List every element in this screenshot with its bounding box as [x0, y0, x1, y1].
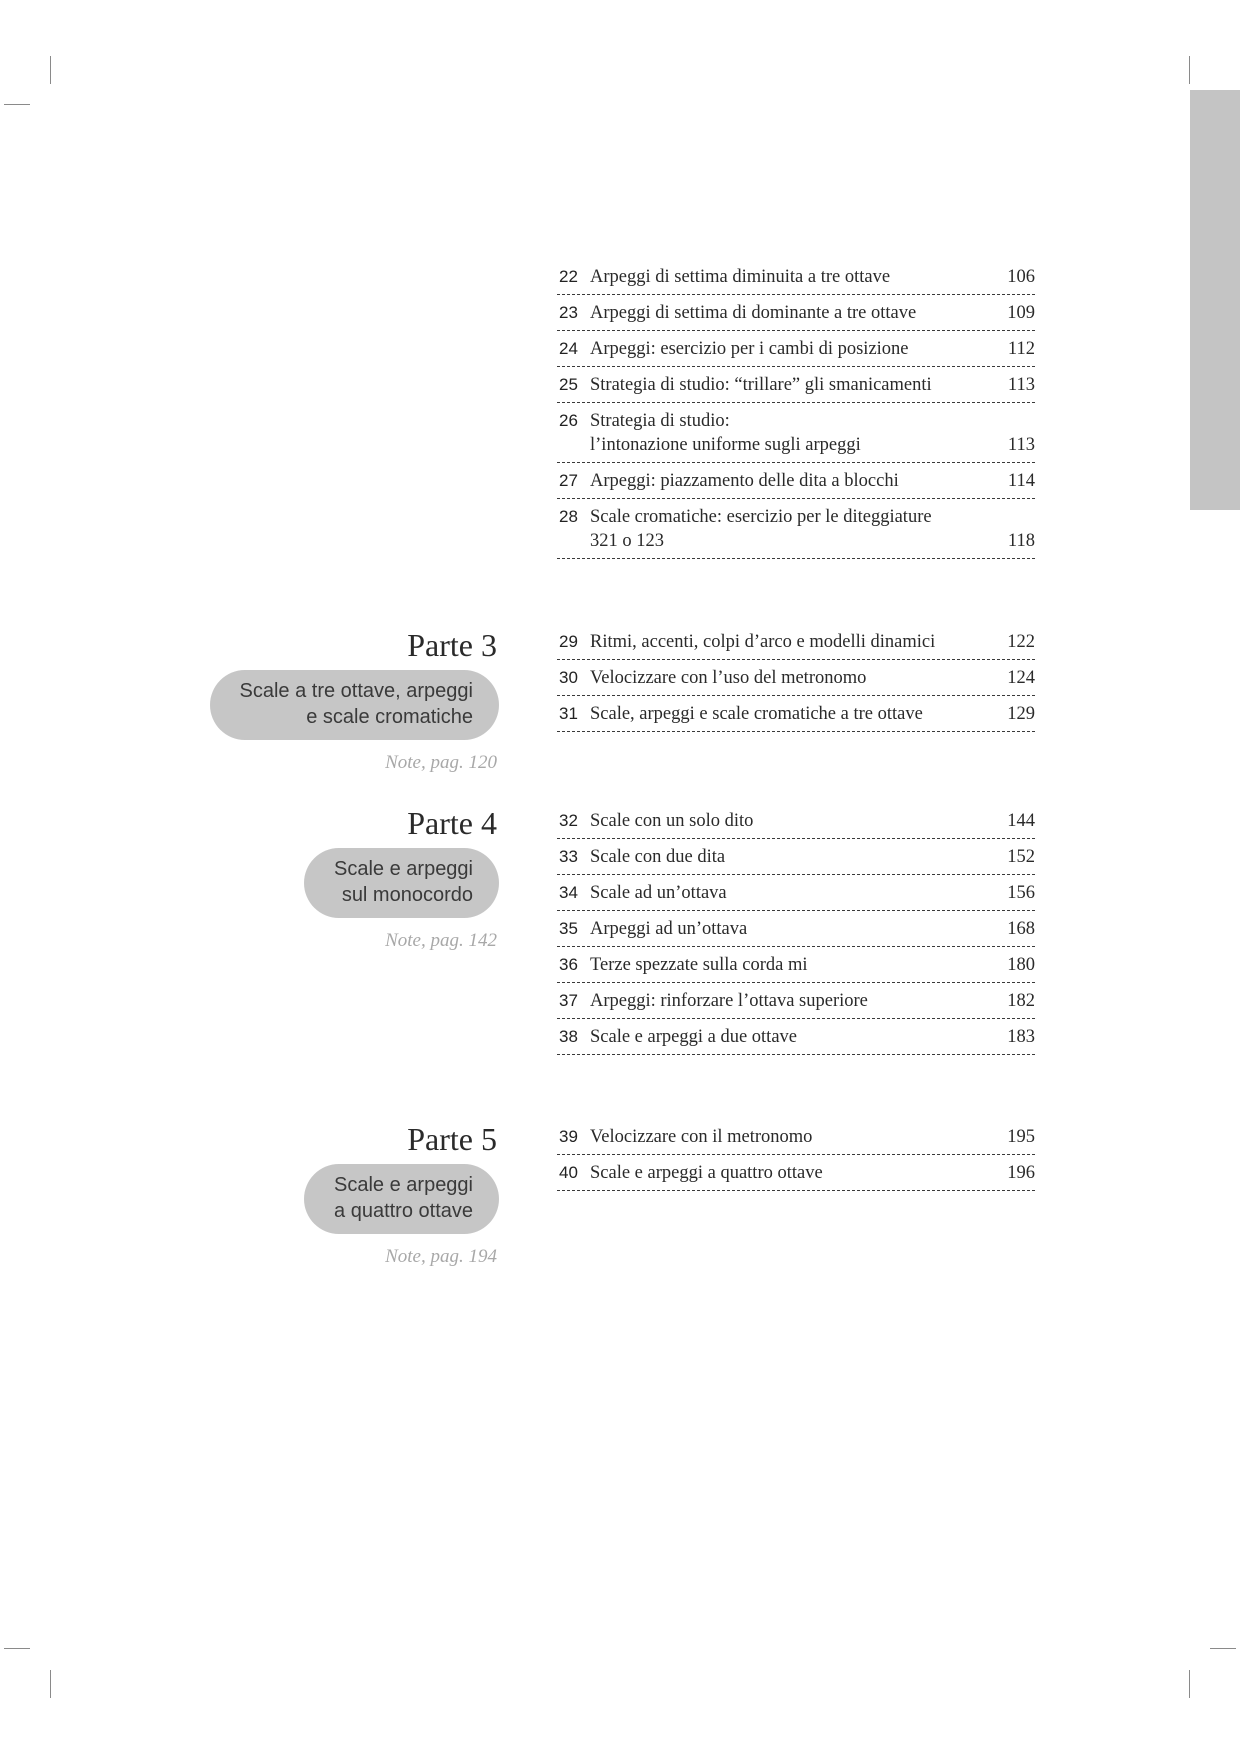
entry-title: Arpeggi: piazzamento delle dita a blocchi [590, 471, 899, 491]
entry-page: 152 [1007, 847, 1035, 867]
toc-list-part-3 [557, 624, 1035, 732]
crop-mark [50, 1670, 51, 1698]
part-title: Parte 3 [407, 627, 497, 663]
part-header-5 [304, 1120, 499, 1268]
crop-mark [1189, 56, 1190, 84]
entry-title-line: Scale cromatiche: esercizio per le diteggiature [590, 507, 932, 527]
side-thumb-tab [1190, 90, 1240, 510]
entry-page: 182 [1007, 991, 1035, 1011]
entry-number: 35 [559, 919, 578, 938]
part-header-3 [210, 626, 499, 774]
toc-entry[interactable] [557, 875, 1035, 911]
entry-number: 22 [559, 267, 578, 286]
crop-mark [1210, 1648, 1236, 1649]
entry-number: 40 [559, 1163, 578, 1182]
toc-entry[interactable] [557, 1019, 1035, 1055]
part-subtitle-pill [210, 670, 499, 740]
entry-page: 113 [1007, 375, 1035, 395]
toc-entry[interactable] [557, 911, 1035, 947]
toc-entry[interactable] [557, 1119, 1035, 1155]
entry-page: 124 [1007, 668, 1035, 688]
entry-title: Ritmi, accenti, colpi d’arco e modelli dinamici [590, 632, 936, 652]
part-subtitle-line: Scale e arpeggi [334, 1174, 473, 1196]
toc-entry[interactable] [557, 660, 1035, 696]
toc-list-part-5 [557, 1119, 1035, 1191]
entry-number: 27 [559, 471, 578, 490]
entry-title: Scale con due dita [590, 847, 726, 867]
entry-number: 25 [559, 375, 578, 394]
toc-list-top [557, 259, 1035, 559]
entry-page: 109 [1007, 303, 1035, 323]
toc-entry[interactable] [557, 624, 1035, 660]
entry-title: Velocizzare con il metronomo [590, 1127, 813, 1147]
entry-title: Scale con un solo dito [590, 811, 754, 831]
entry-page: 112 [1007, 339, 1035, 359]
part-subtitle-line: a quattro ottave [334, 1200, 473, 1222]
entry-page: 183 [1007, 1027, 1035, 1047]
entry-title-line: l’intonazione uniforme sugli arpeggi [590, 435, 861, 455]
entry-number: 26 [559, 411, 578, 430]
entry-title-line: 321 o 123 [590, 531, 664, 551]
entry-page: 195 [1007, 1127, 1035, 1147]
toc-entry[interactable] [557, 499, 1035, 559]
entry-page: 118 [1007, 531, 1035, 551]
toc-entry[interactable] [557, 696, 1035, 732]
toc-entry[interactable] [557, 947, 1035, 983]
entry-title: Terze spezzate sulla corda mi [590, 955, 808, 975]
entry-title-line: Strategia di studio: [590, 411, 730, 431]
toc-entry[interactable] [557, 463, 1035, 499]
part-subtitle-line: Scale e arpeggi [334, 858, 473, 880]
toc-entry[interactable] [557, 803, 1035, 839]
entry-page: 129 [1007, 704, 1035, 724]
toc-entry[interactable] [557, 259, 1035, 295]
entry-title: Arpeggi di settima diminuita a tre ottave [590, 267, 891, 287]
entry-page: 114 [1007, 471, 1035, 491]
entry-title: Scale, arpeggi e scale cromatiche a tre ottave [590, 704, 923, 724]
toc-entry[interactable] [557, 295, 1035, 331]
toc-entry[interactable] [557, 983, 1035, 1019]
toc-list-part-4 [557, 803, 1035, 1055]
entry-number: 33 [559, 847, 578, 866]
part-title: Parte 5 [407, 1121, 497, 1157]
crop-mark [4, 104, 30, 105]
entry-title: Arpeggi di settima di dominante a tre ottave [590, 303, 917, 323]
entry-number: 34 [559, 883, 578, 902]
entry-page: 180 [1007, 955, 1035, 975]
entry-title: Strategia di studio: “trillare” gli smanicamenti [590, 375, 932, 395]
entry-page: 196 [1007, 1163, 1035, 1183]
entry-page: 168 [1007, 919, 1035, 939]
entry-page: 144 [1007, 811, 1035, 831]
entry-number: 29 [559, 632, 578, 651]
entry-title: Arpeggi: esercizio per i cambi di posizione [590, 339, 909, 359]
entry-page: 106 [1007, 267, 1035, 287]
entry-page: 156 [1007, 883, 1035, 903]
entry-title: Arpeggi ad un’ottava [590, 919, 748, 939]
part-subtitle-line: e scale cromatiche [306, 706, 473, 728]
entry-title: Scale e arpeggi a quattro ottave [590, 1163, 823, 1183]
crop-mark [1189, 1670, 1190, 1698]
toc-entry[interactable] [557, 331, 1035, 367]
part-subtitle-pill [304, 1164, 499, 1234]
entry-number: 30 [559, 668, 578, 687]
part-subtitle-line: sul monocordo [341, 884, 473, 906]
part-note: Note, pag. 120 [385, 752, 497, 773]
entry-number: 38 [559, 1027, 578, 1046]
entry-number: 28 [559, 507, 578, 526]
entry-page: 113 [1007, 435, 1035, 455]
part-note: Note, pag. 142 [385, 930, 497, 951]
entry-number: 36 [559, 955, 578, 974]
part-note: Note, pag. 194 [385, 1246, 497, 1267]
entry-number: 39 [559, 1127, 578, 1146]
crop-mark [4, 1648, 30, 1649]
entry-title: Arpeggi: rinforzare l’ottava superiore [590, 991, 868, 1011]
toc-entry[interactable] [557, 403, 1035, 463]
part-title: Parte 4 [407, 805, 497, 841]
entry-number: 24 [559, 339, 578, 358]
toc-entry[interactable] [557, 839, 1035, 875]
entry-number: 37 [559, 991, 578, 1010]
entry-page: 122 [1007, 632, 1035, 652]
crop-mark [50, 56, 51, 84]
entry-number: 23 [559, 303, 578, 322]
entry-title: Scale e arpeggi a due ottave [590, 1027, 797, 1047]
toc-entry[interactable] [557, 367, 1035, 403]
entry-number: 32 [559, 811, 578, 830]
toc-entry[interactable] [557, 1155, 1035, 1191]
entry-number: 31 [559, 704, 578, 723]
entry-title: Velocizzare con l’uso del metronomo [590, 668, 867, 688]
part-subtitle-pill [304, 848, 499, 918]
entry-title: Scale ad un’ottava [590, 883, 727, 903]
part-header-4 [304, 804, 499, 952]
part-subtitle-line: Scale a tre ottave, arpeggi [239, 680, 473, 702]
